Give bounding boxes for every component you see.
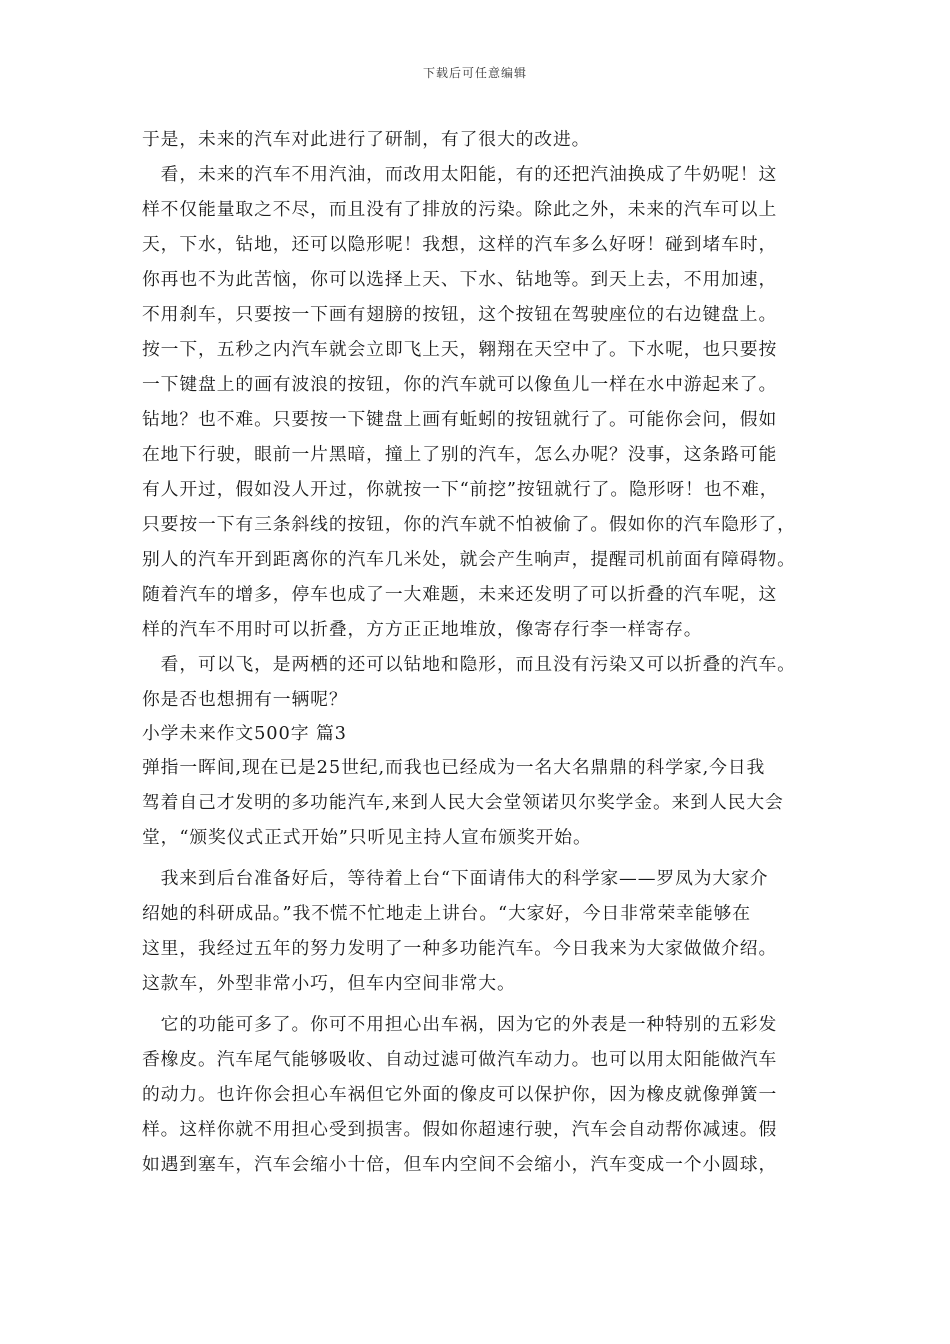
text-line: 随着汽车的增多，停车也成了一大难题，未来还发明了可以折叠的汽车呢，这 bbox=[142, 584, 778, 605]
text-line: 看，未来的汽车不用汽油，而改用太阳能，有的还把汽油换成了牛奶呢！这 bbox=[142, 164, 778, 185]
text-line: 的动力。也许你会担心车祸但它外面的像皮可以保护你，因为橡皮就像弹簧一 bbox=[142, 1084, 778, 1105]
text-line: 你是否也想拥有一辆呢？ bbox=[142, 689, 348, 710]
page-header: 下载后可任意编辑 bbox=[422, 66, 527, 80]
text-line: 弹指一晖间,现在已是25世纪,而我也已经成为一名大名鼎鼎的科学家,今日我 bbox=[142, 757, 766, 778]
text-line: 香橡皮。汽车尾气能够吸收、自动过滤可做汽车动力。也可以用太阳能做汽车 bbox=[142, 1049, 778, 1070]
text-line: 堂，“颁奖仪式正式开始”只听见主持人宣布颁奖开始。 bbox=[142, 827, 592, 848]
text-line: 于是，未来的汽车对此进行了研制，有了很大的改进。 bbox=[142, 129, 591, 150]
document-body bbox=[142, 122, 822, 1182]
text-line: 绍她的科研成品。”我不慌不忙地走上讲台。“大家好，今日非常荣幸能够在 bbox=[142, 903, 751, 924]
text-line: 驾着自己才发明的多功能汽车,来到人民大会堂领诺贝尔奖学金。来到人民大会 bbox=[142, 792, 784, 813]
text-line: 钻地？也不难。只要按一下键盘上画有蚯蚓的按钮就行了。可能你会问，假如 bbox=[142, 409, 778, 430]
text-line: 这里，我经过五年的努力发明了一种多功能汽车。今日我来为大家做做介绍。 bbox=[142, 938, 778, 959]
text-line: 样不仅能量取之不尽，而且没有了排放的污染。除此之外，未来的汽车可以上 bbox=[142, 199, 778, 220]
text-line: 你再也不为此苦恼，你可以选择上天、下水、钻地等。到天上去，不用加速， bbox=[142, 269, 778, 290]
text-line: 看，可以飞，是两栖的还可以钻地和隐形，而且没有污染又可以折叠的汽车。 bbox=[142, 654, 796, 675]
section-heading: 小学未来作文500字 篇3 bbox=[142, 723, 347, 744]
text-line: 不用刹车，只要按一下画有翅膀的按钮，这个按钮在驾驶座位的右边键盘上。 bbox=[142, 304, 778, 325]
text-line: 我来到后台准备好后，等待着上台“下面请伟大的科学家——罗凤为大家介 bbox=[142, 868, 769, 889]
text-line: 它的功能可多了。你可不用担心出车祸，因为它的外表是一种特别的五彩发 bbox=[142, 1014, 778, 1035]
text-line: 在地下行驶，眼前一片黑暗，撞上了别的汽车，怎么办呢？没事，这条路可能 bbox=[142, 444, 778, 465]
text-line: 样。这样你就不用担心受到损害。假如你超速行驶，汽车会自动帮你减速。假 bbox=[142, 1119, 778, 1140]
text-line: 有人开过，假如没人开过，你就按一下“前挖”按钮就行了。隐形呀！也不难， bbox=[142, 479, 779, 500]
text-line: 这款车，外型非常小巧，但车内空间非常大。 bbox=[142, 973, 516, 994]
text-line: 如遇到塞车，汽车会缩小十倍，但车内空间不会缩小，汽车变成一个小圆球， bbox=[142, 1154, 778, 1175]
text-line: 只要按一下有三条斜线的按钮，你的汽车就不怕被偷了。假如你的汽车隐形了， bbox=[142, 514, 796, 535]
text-line: 样的汽车不用时可以折叠，方方正正地堆放，像寄存行李一样寄存。 bbox=[142, 619, 703, 640]
text-line: 天，下水，钻地，还可以隐形呢！我想，这样的汽车多么好呀！碰到堵车时， bbox=[142, 234, 778, 255]
text-line: 按一下，五秒之内汽车就会立即飞上天，翱翔在天空中了。下水呢，也只要按 bbox=[142, 339, 778, 360]
text-line: 别人的汽车开到距离你的汽车几米处，就会产生响声，提醒司机前面有障碍物。 bbox=[142, 549, 796, 570]
text-line: 一下键盘上的画有波浪的按钮，你的汽车就可以像鱼儿一样在水中游起来了。 bbox=[142, 374, 778, 395]
